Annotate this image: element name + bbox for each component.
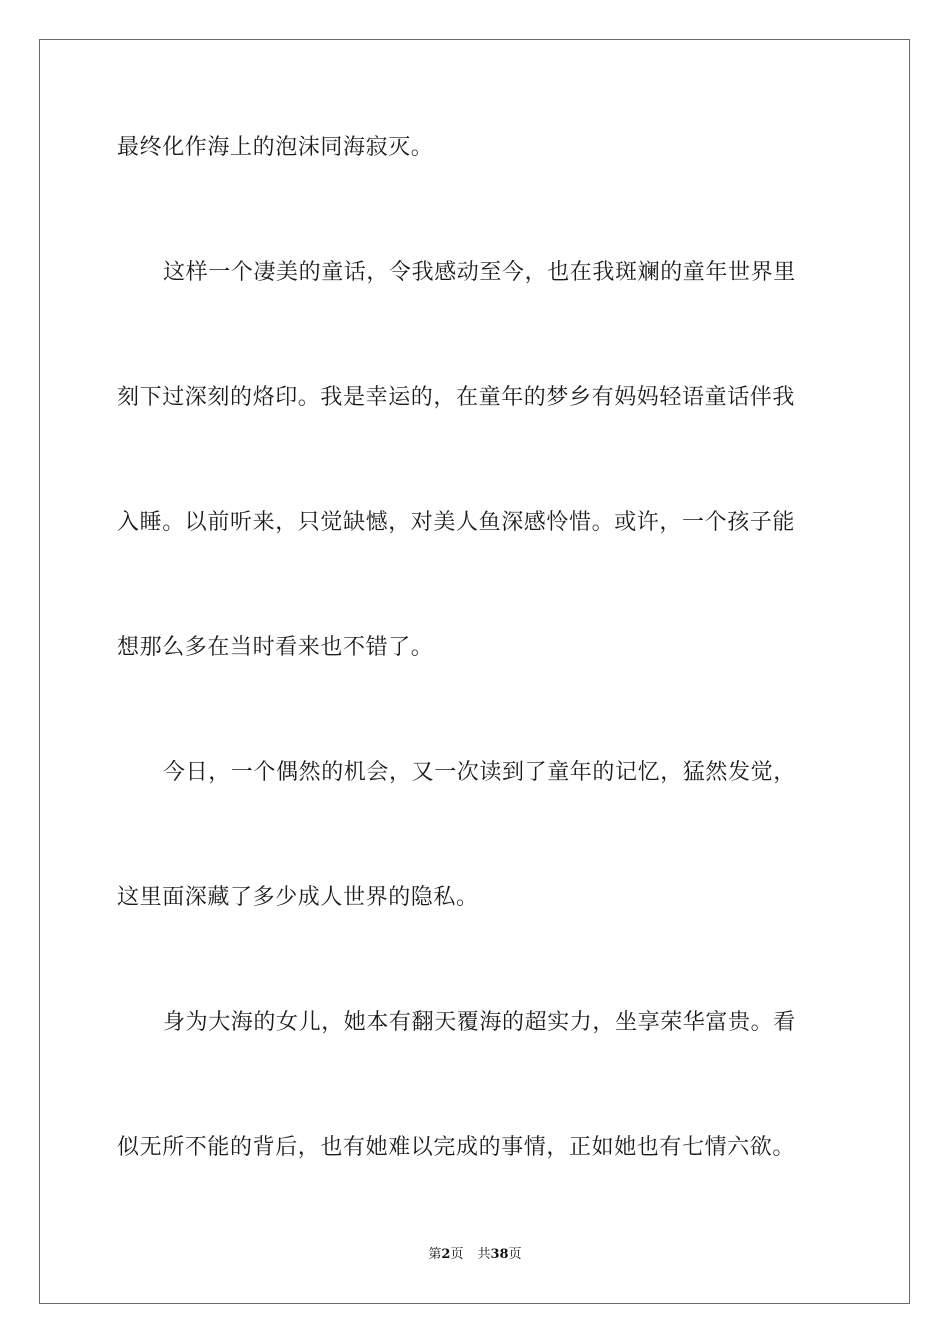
text-line-9: 似无所不能的背后，也有她难以完成的事情，正如她也有七情六欲。 — [117, 1135, 796, 1160]
text-line-7: 这里面深藏了多少成人世界的隐私。 — [117, 885, 479, 910]
text-line-1: 最终化作海上的泡沫同海寂灭。 — [117, 135, 434, 160]
page-prefix: 第 — [428, 1247, 442, 1262]
page-border — [39, 39, 910, 1304]
text-line-3: 刻下过深刻的烙印。我是幸运的，在童年的梦乡有妈妈轻语童话伴我 — [117, 385, 796, 410]
paragraph-start-line: 身为大海的女儿，她本有翻天覆海的超实力，坐享荣华富贵。看 — [163, 1010, 796, 1035]
page-number: 2 — [441, 1247, 451, 1262]
page-suffix: 页 — [450, 1247, 464, 1262]
total-suffix: 页 — [508, 1247, 522, 1262]
total-prefix: 共 — [477, 1247, 491, 1262]
total-pages: 38 — [490, 1247, 509, 1262]
paragraph-start-line: 这样一个凄美的童话，令我感动至今，也在我斑斓的童年世界里 — [163, 260, 796, 285]
text-line-4: 入睡。以前听来，只觉缺憾，对美人鱼深感怜惜。或许，一个孩子能 — [117, 510, 796, 535]
text-line-5: 想那么多在当时看来也不错了。 — [117, 635, 434, 660]
page-footer — [0, 1246, 950, 1264]
paragraph-start-line: 今日，一个偶然的机会，又一次读到了童年的记忆，猛然发觉， — [163, 760, 796, 785]
